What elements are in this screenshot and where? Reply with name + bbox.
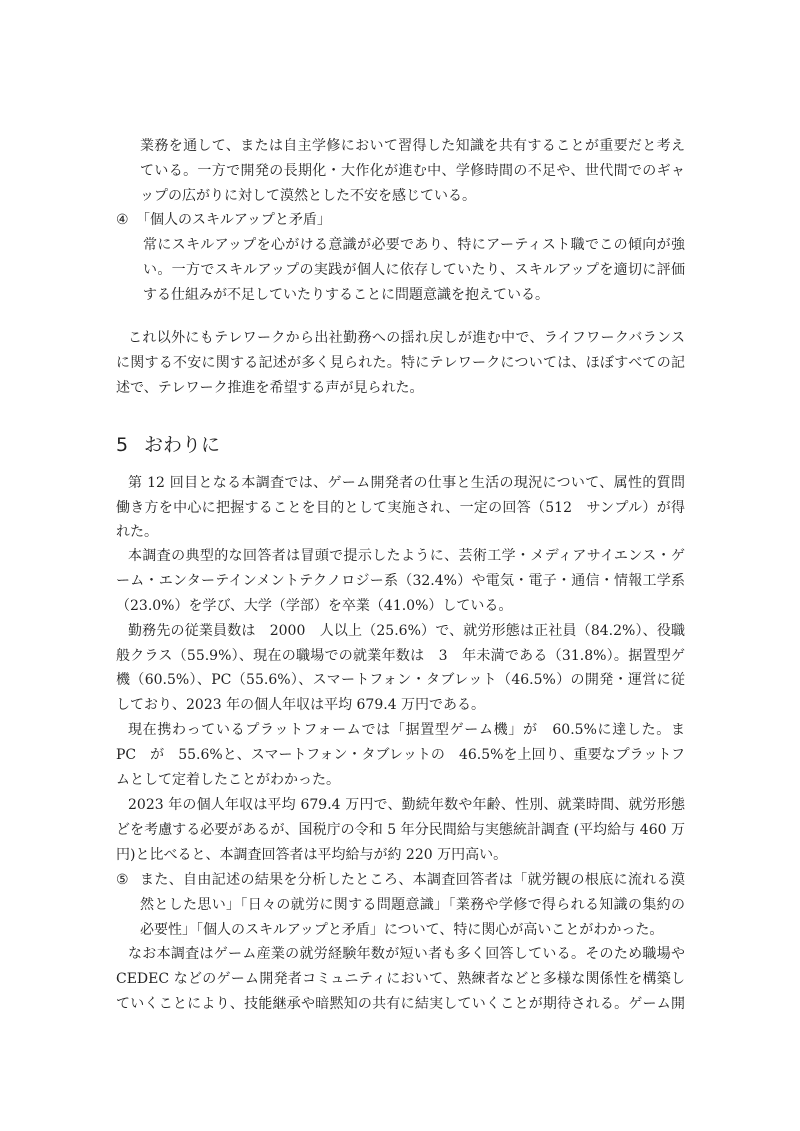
list-marker-5: ⑤ bbox=[116, 872, 129, 888]
text-line: 然とした思い」「日々の就労に関する問題意識」「業務や学修で得られる知識の集約の bbox=[140, 897, 685, 913]
text-line: 2023 年の個人年収は平均 679.4 万円で、勤続年数や年齢、性別、就業時間、就労形態 bbox=[128, 797, 685, 813]
text-line: ーム・エンターテインメントテクノロジー系（32.4%）や電気・電子・通信・情報工学系 bbox=[116, 573, 685, 589]
text-line: 機（60.5%）、PC（55.6%）、スマートフォン・タブレット（46.5%）の開発・運営に従 bbox=[116, 672, 685, 688]
text-line: 働き方を中心に把握することを目的として実施され、一定の回答（512 サンプル）が得 bbox=[116, 500, 685, 516]
text-line: 述で、テレワーク推進を希望する声が見られた。 bbox=[116, 380, 424, 396]
text-line: CEDEC などのゲーム開発者コミュニティにおいて、熟練者などと多様な関係性を構築し bbox=[116, 971, 685, 987]
list-item-4-title: 「個人のスキルアップと矛盾」 bbox=[136, 212, 331, 228]
text-line: ップの広がりに対して漠然とした不安を感じている。 bbox=[140, 188, 476, 204]
text-line: なお本調査はゲーム産業の就労経験年数が短い者も多く回答している。そのため職場や bbox=[128, 946, 685, 962]
text-line: する仕組みが不足していたりすることに問題意識を抱えている。 bbox=[143, 287, 549, 303]
text-line: ムとして定着したことがわかった。 bbox=[116, 772, 340, 788]
section-number: 5 bbox=[116, 434, 129, 456]
text-line: ている。一方で開発の長期化・大作化が進む中、学修時間の不足や、世代間でのギャ bbox=[140, 163, 685, 179]
text-line: 業務を通して、または自主学修において習得した知識を共有することが重要だと考え bbox=[140, 138, 685, 154]
text-line: い。一方でスキルアップの実践が個人に依存していたり、スキルアップを適切に評価 bbox=[143, 262, 685, 278]
text-line: 般クラス（55.9%）、現在の職場での就業年数は 3 年未満である（31.8%）。据置型ゲ bbox=[116, 648, 685, 664]
list-marker-4: ④ bbox=[116, 212, 129, 228]
text-line: ていくことにより、技能継承や暗黙知の共有に結実していくことが期待される。ゲーム開 bbox=[116, 996, 685, 1012]
text-line: しており、2023 年の個人年収は平均 679.4 万円である。 bbox=[116, 697, 486, 713]
text-line: 勤務先の従業員数は 2000 人以上（25.6%）で、就労形態は正社員（84.2%）、役職 bbox=[128, 623, 685, 639]
text-line: 第 12 回目となる本調査では、ゲーム開発者の仕事と生活の現況について、属性的質問 bbox=[128, 475, 685, 491]
text-line: 現在携わっているプラットフォームでは「据置型ゲーム機」が 60.5%に達した。ま bbox=[128, 722, 685, 738]
text-line: 本調査の典型的な回答者は冒頭で提示したように、芸術工学・メディアサイエンス・ゲ bbox=[128, 548, 685, 564]
text-line: れた。 bbox=[116, 524, 158, 540]
text-line: 円)と比べると、本調査回答者は平均給与が約 220 万円高い。 bbox=[116, 847, 508, 863]
section-title: おわりに bbox=[144, 434, 221, 456]
text-line: 必要性」「個人のスキルアップと矛盾」について、特に関心が高いことがわかった。 bbox=[140, 922, 664, 938]
text-line: また、自由記述の結果を分析したところ、本調査回答者は「就労観の根底に流れる漠 bbox=[140, 872, 685, 888]
text-line: これ以外にもテレワークから出社勤務への揺れ戻しが進む中で、ライフワークバランス bbox=[128, 330, 685, 346]
text-line: PC が 55.6%と、スマートフォン・タブレットの 46.5%を上回り、重要なプラットフ bbox=[116, 747, 685, 763]
text-line: どを考慮する必要があるが、国税庁の令和 5 年分民間給与実態統計調査 (平均給与 460 万 bbox=[116, 822, 685, 838]
text-line: 常にスキルアップを心がける意識が必要であり、特にアーティスト職でこの傾向が強 bbox=[143, 237, 685, 253]
text-line: （23.0%）を学び、大学（学部）を卒業（41.0%）している。 bbox=[116, 598, 513, 614]
text-line: に関する不安に関する記述が多く見られた。特にテレワークについては、ほぼすべての記 bbox=[116, 355, 685, 371]
